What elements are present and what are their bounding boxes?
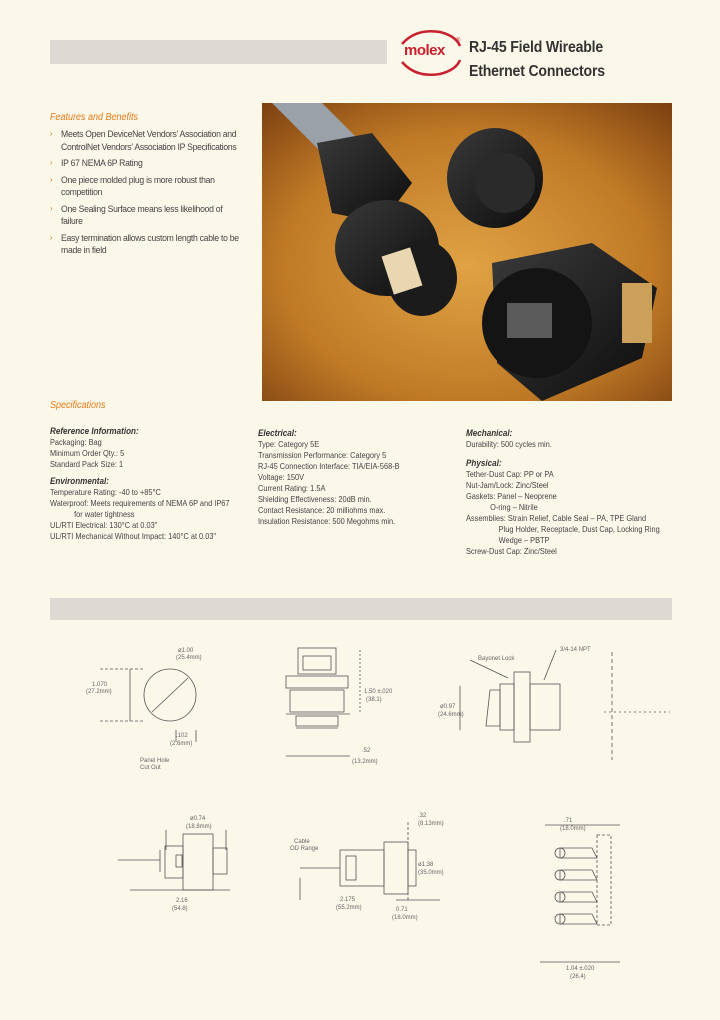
electrical-heading: Electrical:	[258, 428, 297, 438]
spec-line: Shielding Effectiveness: 20dB min.	[258, 494, 372, 504]
features-heading: Features and Benefits	[50, 112, 139, 123]
bullet-icon: ›	[50, 158, 53, 167]
brand-name: molex	[404, 42, 445, 59]
d3-lbl2: 3/4-14 NPT	[560, 647, 591, 653]
d5-e2: OD Range	[290, 846, 319, 852]
d5-d-mm: (18.0mm)	[392, 915, 418, 921]
d3-h: ø0.97	[440, 704, 456, 710]
spec-col-right	[466, 428, 686, 557]
spec-line: Nut-Jam/Lock: Zinc/Steel	[466, 480, 549, 490]
d3-h-mm: (24.6mm)	[438, 712, 464, 718]
spec-line: UL/RTI Mechanical Without Impact: 140°C at 0.03"	[50, 531, 217, 541]
d2-a: 1.50 ±.020	[364, 689, 393, 695]
d5-c-mm: (55.2mm)	[336, 905, 362, 911]
spec-line: Plug Holder, Receptacle, Dust Cap, Locking Ring	[498, 524, 660, 534]
d6-b-mm: (26.4)	[570, 974, 586, 980]
mechanical-lines	[466, 439, 686, 450]
spec-line: Minimum Order Qty.: 5	[50, 448, 125, 458]
spec-line: Temperature Rating: -40 to +85°C	[50, 487, 161, 497]
d1-note1: Panel Hole	[140, 758, 170, 764]
feature-line: IP 67 NEMA 6P Rating	[61, 157, 143, 168]
environmental-heading: Environmental:	[50, 476, 109, 486]
product-photo	[262, 103, 672, 401]
d2-a-mm: (38.1)	[366, 697, 382, 703]
d1-h-mm: (27.2mm)	[86, 689, 112, 695]
registered-mark: ®	[456, 38, 461, 44]
spec-col-left	[50, 426, 255, 542]
dust-cap-image	[447, 128, 543, 228]
header-bar	[50, 40, 387, 64]
drawing-pinout-side	[540, 825, 620, 962]
d5-e: Cable	[294, 839, 310, 845]
spec-line: Tether-Dust Cap: PP or PA	[466, 469, 554, 479]
drawing-mount-side	[286, 648, 360, 756]
d1-note2: Cut Out	[140, 765, 161, 771]
reference-heading: Reference Information:	[50, 426, 139, 436]
spec-line: Screw-Dust Cap: Zinc/Steel	[466, 546, 557, 556]
electrical-lines	[258, 439, 458, 527]
drawings-bar	[50, 598, 672, 620]
d1-h: 1.070	[92, 682, 108, 688]
features-list	[50, 128, 265, 261]
spec-line: Contact Resistance: 20 milliohms max.	[258, 505, 386, 515]
bullet-icon: ›	[50, 174, 53, 184]
d5-c: 2.175	[340, 897, 356, 903]
spec-line: UL/RTI Electrical: 130°C at 0.03"	[50, 520, 158, 530]
spec-col-middle	[258, 428, 458, 527]
feature-item	[50, 128, 254, 153]
spec-line: Voltage: 150V	[258, 472, 305, 482]
spec-line: for water tightness	[74, 509, 135, 519]
feature-line: failure	[61, 215, 83, 226]
d5-d: 0.71	[396, 907, 408, 913]
d6-a: .71	[564, 818, 573, 824]
d4-b-mm: (54.8)	[172, 906, 188, 912]
bullet-icon: ›	[50, 203, 53, 213]
spec-line: Type: Category 5E	[258, 439, 320, 449]
d5-b: ø1.38	[418, 862, 434, 868]
spec-line: O-ring – Nitrile	[490, 502, 538, 512]
feature-line: One piece molded plug is more robust than	[61, 173, 215, 185]
feature-line: competition	[61, 186, 103, 197]
product-title-line1: RJ-45 Field Wireable	[469, 39, 604, 56]
d5-a: .32	[418, 813, 427, 819]
drawing-plug-side	[118, 830, 230, 890]
d1-dia-mm: (25.4mm)	[176, 655, 202, 661]
feature-item	[50, 157, 254, 170]
feature-line: Meets Open DeviceNet Vendors' Association and	[61, 128, 237, 139]
spec-line: RJ-45 Connection Interface: TIA/EIA-568-B	[258, 461, 400, 471]
spec-line: Gaskets: Panel – Neoprene	[466, 491, 557, 501]
feature-line: One Sealing Surface means less likelihood of	[61, 202, 223, 214]
environmental-lines	[50, 487, 255, 542]
d4-b: 2.16	[176, 898, 188, 904]
bullet-icon: ›	[50, 232, 53, 242]
d1-dia: ø1.00	[178, 648, 194, 654]
drawing-panel-cutout	[100, 669, 196, 742]
feature-line: ControlNet Vendors' Association IP Specifications	[61, 140, 237, 152]
bullet-icon: ›	[50, 129, 53, 138]
d1-w: .102	[176, 733, 188, 739]
drawing-receptacle-side	[460, 650, 670, 760]
d5-b-mm: (35.0mm)	[418, 870, 444, 876]
d5-a-mm: (8.13mm)	[418, 821, 444, 827]
feature-line: made in field	[61, 244, 107, 255]
spec-line: Insulation Resistance: 500 Megohms min.	[258, 516, 396, 526]
technical-drawings	[0, 620, 720, 1020]
reference-lines	[50, 437, 255, 470]
d6-b: 1.04 ±.020	[566, 966, 595, 972]
d4-a-mm: (18.8mm)	[186, 824, 212, 830]
d4-a: ø0.74	[190, 816, 206, 822]
mechanical-heading: Mechanical:	[466, 428, 513, 438]
spec-line: Transmission Performance: Category 5	[258, 450, 387, 460]
drawing-assembly-side	[300, 822, 440, 900]
feature-item	[50, 203, 254, 228]
product-title-line2: Ethernet Connectors	[469, 63, 605, 80]
spec-line: Standard Pack Size: 1	[50, 459, 124, 469]
spec-line: Current Rating: 1.5A	[258, 483, 326, 493]
spec-line: Waterproof: Meets requirements of NEMA 6P and IP67	[50, 498, 230, 508]
physical-lines	[466, 469, 686, 557]
feature-item	[50, 232, 254, 257]
d2-b-mm: (13.2mm)	[352, 759, 378, 765]
d1-w-mm: (2.6mm)	[170, 741, 193, 747]
spec-line: Packaging: Bag	[50, 437, 102, 447]
spec-line: Wedge – PBTP	[498, 535, 550, 545]
physical-heading: Physical:	[466, 458, 502, 468]
d2-b: .52	[362, 748, 371, 754]
feature-item	[50, 174, 254, 199]
feature-line: Easy termination allows custom length cable to be	[61, 231, 239, 243]
spec-line: Assemblies: Strain Relief, Cable Seal – PA, TPE Gland	[466, 513, 647, 523]
d3-lbl1: Bayonet Lock	[478, 656, 515, 662]
d6-a-mm: (18.0mm)	[560, 826, 586, 832]
spec-line: Durability: 500 cycles min.	[466, 439, 552, 449]
molex-logo	[396, 26, 466, 80]
specifications-heading: Specifications	[50, 400, 106, 411]
